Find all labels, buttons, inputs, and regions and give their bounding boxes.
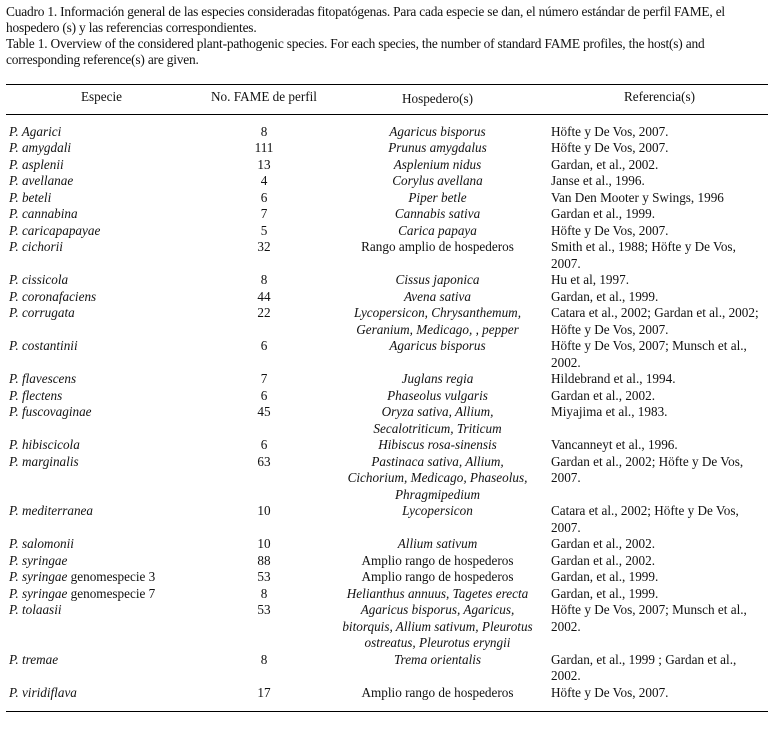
- species-name: P. corrugata: [9, 305, 75, 320]
- reference-cell: Gardan, et al., 2002.: [551, 156, 659, 172]
- host-cell: Lycopersicon: [402, 503, 473, 518]
- species-cell: [6, 454, 194, 504]
- host-cell: Amplio rango de hospederos: [361, 552, 514, 568]
- reference-cell: Gardan et al., 2002.: [551, 387, 655, 403]
- host-cell: Carica papaya: [398, 222, 477, 238]
- host-cell: Helianthus annuus, Tagetes erecta: [346, 585, 529, 601]
- fame-count: 6: [260, 437, 268, 452]
- species-name: P. asplenii: [9, 156, 64, 172]
- species-name: P. tolaasii: [9, 602, 62, 617]
- table-row: [6, 388, 768, 405]
- table-row: [6, 371, 768, 388]
- reference-cell: Gardan et al., 2002; Höfte y De Vos, 2007.: [551, 453, 744, 485]
- host-cell: Cissus japonica: [395, 272, 480, 287]
- fame-count: 4: [260, 173, 268, 188]
- species-cell: [6, 223, 194, 240]
- species-cell: [6, 586, 194, 603]
- host-cell: Avena sativa: [403, 288, 472, 304]
- species-cell: [6, 553, 194, 570]
- reference-cell: Janse et al., 1996.: [551, 173, 645, 188]
- fame-count: 8: [260, 272, 268, 287]
- fame-count: 7: [260, 206, 268, 221]
- species-cell: [6, 602, 194, 652]
- reference-cell: Höfte y De Vos, 2007.: [541, 685, 768, 712]
- host-cell: Allium sativum: [397, 536, 478, 551]
- table-row: [6, 602, 768, 652]
- table-row: [6, 652, 768, 685]
- table-row: [6, 140, 768, 157]
- species-name: P. marginalis: [9, 453, 79, 469]
- fame-count: 32: [257, 239, 271, 254]
- species-name: P. syringae: [9, 552, 68, 568]
- table-row: [6, 239, 768, 272]
- table-row: [6, 536, 768, 553]
- fame-count: 8: [260, 651, 268, 667]
- reference-cell: Gardan, et al., 1999.: [551, 569, 659, 584]
- table-row: [6, 586, 768, 603]
- reference-cell: Van Den Mooter y Swings, 1996: [551, 189, 724, 205]
- species-cell: [6, 157, 194, 174]
- fame-count: 5: [260, 222, 268, 238]
- species-name: P. salomonii: [9, 536, 74, 551]
- fame-count: 10: [257, 503, 271, 518]
- fame-count: 17: [194, 685, 334, 712]
- host-cell: Trema orientalis: [393, 651, 482, 667]
- reference-cell: Höfte y De Vos, 2007.: [551, 222, 669, 238]
- table-row: [6, 272, 768, 289]
- species-cell: [6, 338, 194, 371]
- fame-count: 44: [257, 288, 271, 304]
- species-cell: [6, 190, 194, 207]
- species-cell: [6, 239, 194, 272]
- fame-count: 22: [257, 305, 271, 320]
- table-row: [6, 553, 768, 570]
- host-cell: Pastinaca sativa, Allium, Cichorium, Medicago, Phaseolus, Phragmipedium: [347, 453, 528, 502]
- caption-spanish: Cuadro 1. Información general de las especies consideradas fitopatógenas. Para cada especie se dan, el número estándar de perfil FAME, el hospedero (s) y las referencias correspondientes.: [6, 4, 725, 35]
- reference-cell: Hu et al, 1997.: [551, 272, 630, 287]
- fame-count: 6: [260, 387, 268, 403]
- reference-cell: Gardan, et al., 1999 ; Gardan et al., 2002.: [551, 651, 737, 683]
- species-cell: [6, 569, 194, 586]
- host-cell: Agaricus bisporus: [389, 338, 486, 353]
- species-name: P. cissicola: [9, 272, 69, 287]
- fame-count: 13: [257, 156, 271, 172]
- species-table: [6, 84, 768, 712]
- species-name: P. cichorii: [9, 239, 63, 254]
- fame-count: 63: [257, 453, 271, 469]
- species-name: P. tremae: [9, 651, 59, 667]
- table-row: [6, 569, 768, 586]
- species-cell: [6, 114, 194, 140]
- species-name: P. beteli: [9, 189, 52, 205]
- fame-count: 6: [260, 189, 268, 205]
- table-row: [6, 157, 768, 174]
- species-cell: [6, 652, 194, 685]
- species-cell: [6, 140, 194, 157]
- fame-count: 8: [260, 123, 268, 139]
- fame-count: 45: [257, 404, 271, 419]
- fame-count: 53: [257, 602, 271, 617]
- reference-cell: Gardan, et al., 1999.: [551, 288, 659, 304]
- host-cell: Hibiscus rosa-sinensis: [378, 437, 497, 452]
- header-referencia: Referencia(s): [541, 85, 768, 115]
- species-cell: [6, 289, 194, 306]
- host-cell: Piper betle: [408, 189, 467, 205]
- fame-count: 7: [260, 371, 268, 386]
- host-cell: Asplenium nidus: [393, 156, 482, 172]
- species-name: P. viridiflava: [9, 684, 77, 700]
- species-name: P. flavescens: [9, 371, 77, 386]
- species-name: P. flectens: [9, 387, 63, 403]
- reference-cell: Gardan et al., 1999.: [551, 206, 655, 221]
- species-name: P. avellanae: [9, 173, 74, 188]
- reference-cell: Gardan et al., 2002.: [551, 552, 655, 568]
- reference-cell: Smith et al., 1988; Höfte y De Vos, 2007.: [551, 239, 736, 271]
- species-suffix: genomespecie 7: [67, 585, 156, 601]
- species-name: P. costantinii: [9, 338, 78, 353]
- table-row: [6, 685, 768, 712]
- species-cell: [6, 503, 194, 536]
- host-cell: Cannabis sativa: [394, 206, 481, 221]
- table-row: [6, 289, 768, 306]
- species-name: P. hibiscicola: [9, 437, 80, 452]
- species-cell: [6, 371, 194, 388]
- reference-cell: Höfte y De Vos, 2007.: [551, 123, 669, 139]
- species-name: P. Agarici: [9, 123, 62, 139]
- table-row: [6, 223, 768, 240]
- species-name: P. syringae: [9, 585, 68, 601]
- host-cell: Lycopersicon, Chrysanthemum, Geranium, Medicago, , pepper: [354, 305, 521, 337]
- header-especie: Especie: [6, 85, 194, 115]
- reference-cell: Catara et al., 2002; Gardan et al., 2002; Höfte y De Vos, 2007.: [551, 305, 759, 337]
- species-cell: [6, 404, 194, 437]
- reference-cell: Höfte y De Vos, 2007.: [551, 140, 669, 155]
- host-cell: Agaricus bisporus, Agaricus, bitorquis, Allium sativum, Pleurotus ostreatus, Pleurotus eryngii: [342, 602, 533, 650]
- fame-count: 53: [257, 569, 271, 584]
- species-name: P. caricapapayae: [9, 222, 101, 238]
- species-cell: [6, 305, 194, 338]
- host-cell: Corylus avellana: [392, 173, 483, 188]
- host-cell: Amplio rango de hospederos: [334, 685, 541, 712]
- host-cell: Agaricus bisporus: [389, 123, 486, 139]
- table-row: [6, 206, 768, 223]
- species-cell: [6, 437, 194, 454]
- host-cell: Prunus amygdalus: [388, 140, 487, 155]
- species-name: P. mediterranea: [9, 503, 93, 518]
- species-name: P. cannabina: [9, 206, 78, 221]
- host-cell: Juglans regia: [401, 371, 474, 386]
- reference-cell: Höfte y De Vos, 2007; Munsch et al., 2002.: [551, 602, 747, 634]
- reference-cell: Vancanneyt et al., 1996.: [551, 437, 678, 452]
- table-row: [6, 338, 768, 371]
- table-row: [6, 454, 768, 504]
- species-suffix: genomespecie 3: [67, 569, 156, 584]
- caption-english: Table 1. Overview of the considered plant-pathogenic species. For each species, the number of standard FAME profiles, the host(s) and corresponding reference(s) are given.: [6, 36, 705, 67]
- species-name: P. amygdali: [9, 140, 72, 155]
- host-cell: Phaseolus vulgaris: [387, 387, 488, 403]
- table-caption: [6, 4, 768, 68]
- host-cell: Amplio rango de hospederos: [361, 569, 514, 584]
- species-name: P. syringae: [9, 569, 68, 584]
- reference-cell: Miyajima et al., 1983.: [551, 404, 668, 419]
- table-row: [6, 404, 768, 437]
- table-body: [6, 114, 768, 712]
- fame-count: 8: [260, 585, 268, 601]
- reference-cell: Höfte y De Vos, 2007; Munsch et al., 2002.: [551, 338, 747, 370]
- host-cell: Rango amplio de hospederos: [361, 239, 514, 254]
- species-cell: [6, 272, 194, 289]
- reference-cell: Hildebrand et al., 1994.: [551, 371, 676, 386]
- species-cell: [6, 173, 194, 190]
- table-row: [6, 190, 768, 207]
- table-row: [6, 114, 768, 140]
- species-cell: [6, 536, 194, 553]
- fame-count: 111: [254, 140, 274, 155]
- species-cell: [6, 206, 194, 223]
- species-cell: [6, 388, 194, 405]
- table-row: [6, 437, 768, 454]
- host-cell: Oryza sativa, Allium, Secalotriticum, Triticum: [373, 404, 502, 436]
- header-fame: No. FAME de perfil: [194, 85, 334, 115]
- table-header-row: [6, 85, 768, 115]
- header-hospedero: Hospedero(s): [334, 85, 541, 115]
- species-name: P. coronafaciens: [9, 288, 97, 304]
- fame-count: 10: [257, 536, 271, 551]
- species-cell: [6, 685, 194, 712]
- reference-cell: Gardan et al., 2002.: [551, 536, 655, 551]
- reference-cell: Gardan, et al., 1999.: [551, 585, 659, 601]
- species-name: P. fuscovaginae: [9, 404, 92, 419]
- reference-cell: Catara et al., 2002; Höfte y De Vos, 2007.: [551, 503, 739, 535]
- fame-count: 6: [260, 338, 268, 353]
- fame-count: 88: [257, 552, 271, 568]
- table-row: [6, 305, 768, 338]
- table-row: [6, 173, 768, 190]
- table-row: [6, 503, 768, 536]
